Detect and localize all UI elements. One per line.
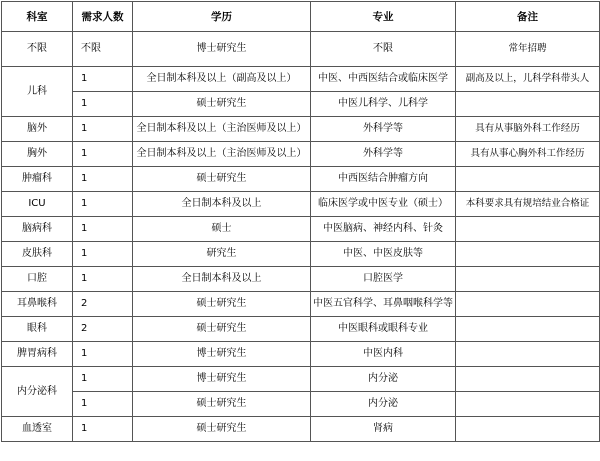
cell-note	[456, 267, 600, 292]
cell-dept: ICU	[2, 192, 73, 217]
cell-dept: 不限	[2, 32, 73, 67]
cell-major: 中医、中医皮肤等	[311, 242, 456, 267]
cell-dept: 肿瘤科	[2, 167, 73, 192]
cell-dept: 血透室	[2, 417, 73, 442]
cell-major: 不限	[311, 32, 456, 67]
table-row	[2, 317, 600, 342]
cell-count: 不限	[73, 32, 133, 67]
table-row	[2, 392, 600, 417]
recruitment-table	[1, 1, 600, 442]
cell-dept: 口腔	[2, 267, 73, 292]
table-row	[2, 267, 600, 292]
cell-note	[456, 392, 600, 417]
cell-education: 硕士	[133, 217, 311, 242]
table-row	[2, 342, 600, 367]
cell-dept: 脾胃病科	[2, 342, 73, 367]
cell-education: 全日制本科及以上	[133, 267, 311, 292]
table-row	[2, 92, 600, 117]
cell-major: 肾病	[311, 417, 456, 442]
cell-major: 中医内科	[311, 342, 456, 367]
table-row	[2, 142, 600, 167]
cell-note	[456, 167, 600, 192]
table-row	[2, 367, 600, 392]
table-row	[2, 417, 600, 442]
cell-major: 中医儿科学、儿科学	[311, 92, 456, 117]
cell-education: 全日制本科及以上（主治医师及以上）	[133, 117, 311, 142]
cell-major: 中医脑病、神经内科、针灸	[311, 217, 456, 242]
cell-dept: 眼科	[2, 317, 73, 342]
cell-count: 1	[73, 142, 133, 167]
cell-count: 1	[73, 417, 133, 442]
cell-count: 1	[73, 267, 133, 292]
cell-count: 1	[73, 342, 133, 367]
cell-note: 常年招聘	[456, 32, 600, 67]
header-count: 需求人数	[73, 2, 133, 32]
cell-education: 硕士研究生	[133, 292, 311, 317]
cell-note	[456, 292, 600, 317]
cell-note	[456, 417, 600, 442]
table-row	[2, 192, 600, 217]
cell-count: 1	[73, 117, 133, 142]
cell-major: 外科学等	[311, 117, 456, 142]
header-education: 学历	[133, 2, 311, 32]
cell-note: 具有从事心胸外科工作经历	[456, 142, 600, 167]
cell-note	[456, 92, 600, 117]
cell-count: 1	[73, 242, 133, 267]
cell-dept: 脑病科	[2, 217, 73, 242]
cell-major: 中西医结合肿瘤方向	[311, 167, 456, 192]
header-dept: 科室	[2, 2, 73, 32]
cell-major: 口腔医学	[311, 267, 456, 292]
cell-education: 硕士研究生	[133, 392, 311, 417]
cell-major: 内分泌	[311, 367, 456, 392]
cell-major: 中医、中西医结合或临床医学	[311, 67, 456, 92]
cell-education: 硕士研究生	[133, 417, 311, 442]
cell-education: 硕士研究生	[133, 92, 311, 117]
cell-dept: 内分泌科	[2, 367, 73, 417]
cell-count: 1	[73, 167, 133, 192]
cell-major: 中医五官科学、耳鼻咽喉科学等	[311, 292, 456, 317]
cell-dept: 皮肤科	[2, 242, 73, 267]
table-row	[2, 167, 600, 192]
cell-education: 全日制本科及以上（副高及以上）	[133, 67, 311, 92]
cell-note: 具有从事脑外科工作经历	[456, 117, 600, 142]
cell-count: 1	[73, 67, 133, 92]
header-major: 专业	[311, 2, 456, 32]
table-header-row	[2, 2, 600, 32]
cell-education: 全日制本科及以上	[133, 192, 311, 217]
cell-count: 1	[73, 392, 133, 417]
table-row	[2, 32, 600, 67]
cell-education: 硕士研究生	[133, 167, 311, 192]
cell-education: 博士研究生	[133, 367, 311, 392]
cell-major: 临床医学或中医专业（硕士）	[311, 192, 456, 217]
cell-note: 本科要求具有规培结业合格证	[456, 192, 600, 217]
header-note: 备注	[456, 2, 600, 32]
cell-dept: 脑外	[2, 117, 73, 142]
cell-education: 研究生	[133, 242, 311, 267]
cell-major: 外科学等	[311, 142, 456, 167]
cell-count: 1	[73, 367, 133, 392]
cell-note	[456, 242, 600, 267]
cell-education: 全日制本科及以上（主治医师及以上）	[133, 142, 311, 167]
cell-note: 副高及以上，儿科学科带头人	[456, 67, 600, 92]
cell-count: 1	[73, 217, 133, 242]
cell-dept: 胸外	[2, 142, 73, 167]
cell-education: 博士研究生	[133, 32, 311, 67]
cell-note	[456, 342, 600, 367]
table-row	[2, 242, 600, 267]
cell-education: 硕士研究生	[133, 317, 311, 342]
table-row	[2, 67, 600, 92]
cell-major: 内分泌	[311, 392, 456, 417]
table-row	[2, 117, 600, 142]
cell-major: 中医眼科或眼科专业	[311, 317, 456, 342]
table-row	[2, 217, 600, 242]
cell-dept: 耳鼻喉科	[2, 292, 73, 317]
cell-note	[456, 217, 600, 242]
cell-note	[456, 367, 600, 392]
cell-count: 1	[73, 192, 133, 217]
cell-count: 1	[73, 92, 133, 117]
cell-dept: 儿科	[2, 67, 73, 117]
cell-count: 2	[73, 292, 133, 317]
cell-education: 博士研究生	[133, 342, 311, 367]
cell-note	[456, 317, 600, 342]
table-row	[2, 292, 600, 317]
cell-count: 2	[73, 317, 133, 342]
